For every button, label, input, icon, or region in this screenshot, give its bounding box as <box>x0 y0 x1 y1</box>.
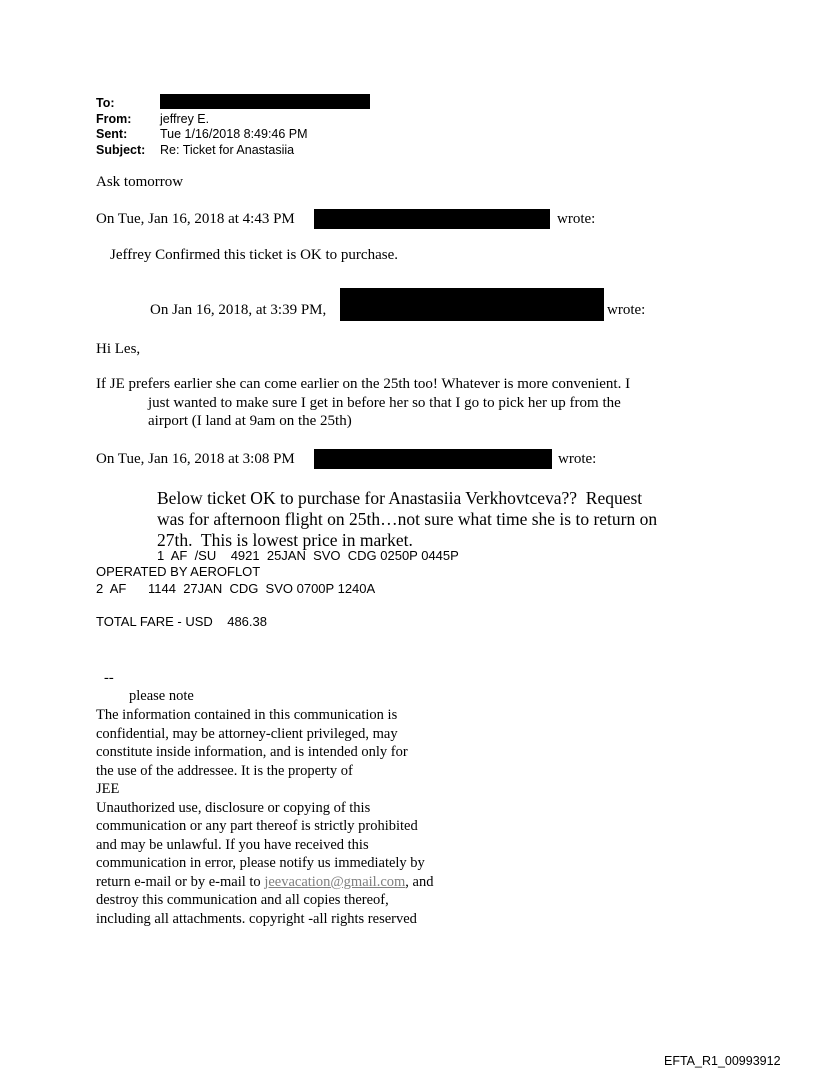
quote2-intro: On Jan 16, 2018, at 3:39 PM, <box>150 302 327 318</box>
itinerary-operated-by: OPERATED BY AEROFLOT <box>96 564 261 579</box>
request-line: Below ticket OK to purchase for Anastasiia Verkhovtceva?? Request <box>157 488 643 508</box>
paragraph-line: just wanted to make sure I get in before her so that I go to pick her up from the <box>148 395 621 411</box>
itinerary-segment-1: 1 AF /SU 4921 25JAN SVO CDG 0250P 0445P <box>157 548 459 563</box>
redaction-quote2-sender <box>340 288 604 321</box>
redaction-to <box>160 94 370 109</box>
redaction-quote1-sender <box>314 209 550 229</box>
disclaimer-email-line <box>96 873 433 892</box>
quote1-body: Jeffrey Confirmed this ticket is OK to purchase. <box>110 247 398 263</box>
email-link[interactable]: jeevacation@gmail.com <box>264 873 406 890</box>
request-line: was for afternoon flight on 25th…not sure what time she is to return on <box>157 509 658 529</box>
quote1-intro: On Tue, Jan 16, 2018 at 4:43 PM <box>96 211 295 227</box>
from-label: From: <box>96 112 132 126</box>
disclaimer-line: communication in error, please notify us immediately by <box>96 855 425 871</box>
reply-text: Ask tomorrow <box>96 174 184 190</box>
disclaimer-line: The information contained in this communication is <box>96 707 398 723</box>
paragraph-line: If JE prefers earlier she can come earlier on the 25th too! Whatever is more convenient. I <box>96 376 631 392</box>
disclaimer-line: constitute inside information, and is intended only for <box>96 744 408 760</box>
disclaimer-line: communication or any part thereof is strictly prohibited <box>96 818 418 834</box>
disclaimer-line: the use of the addressee. It is the property of <box>96 762 353 779</box>
email-prefix: return e-mail or by e-mail to <box>96 873 265 890</box>
from-value: jeffrey E. <box>160 112 210 126</box>
quote3-wrote: wrote: <box>558 451 597 467</box>
subject-label: Subject: <box>96 143 146 157</box>
sent-label: Sent: <box>96 127 128 141</box>
total-fare: TOTAL FARE - USD 486.38 <box>96 614 267 629</box>
request-line: 27th. This is lowest price in market. <box>157 530 413 550</box>
quote3-intro: On Tue, Jan 16, 2018 at 3:08 PM <box>96 451 295 467</box>
document-id: EFTA_R1_00993912 <box>664 1054 781 1068</box>
paragraph-line: airport (I land at 9am on the 25th) <box>148 413 352 429</box>
disclaimer-line: confidential, may be attorney-client privileged, may <box>96 725 398 742</box>
redaction-quote3-sender <box>314 449 552 469</box>
greeting: Hi Les, <box>96 341 141 357</box>
to-label: To: <box>96 96 115 110</box>
disclaimer-note: please note <box>129 688 194 704</box>
disclaimer-line: Unauthorized use, disclosure or copying of this <box>96 799 371 816</box>
disclaimer-line: JEE <box>96 781 120 797</box>
signature-dashes: -- <box>104 670 114 686</box>
quote1-wrote: wrote: <box>557 211 596 227</box>
itinerary-segment-2: 2 AF 1144 27JAN CDG SVO 0700P 1240A <box>96 581 376 596</box>
quote2-wrote: wrote: <box>607 302 646 318</box>
disclaimer-line: destroy this communication and all copies thereof, <box>96 892 389 908</box>
sent-value: Tue 1/16/2018 8:49:46 PM <box>160 127 308 141</box>
disclaimer-line: including all attachments. copyright -all rights reserved <box>96 910 417 927</box>
subject-value: Re: Ticket for Anastasiia <box>160 143 295 157</box>
email-suffix: , and <box>405 873 434 890</box>
disclaimer-line: and may be unlawful. If you have received this <box>96 836 369 853</box>
